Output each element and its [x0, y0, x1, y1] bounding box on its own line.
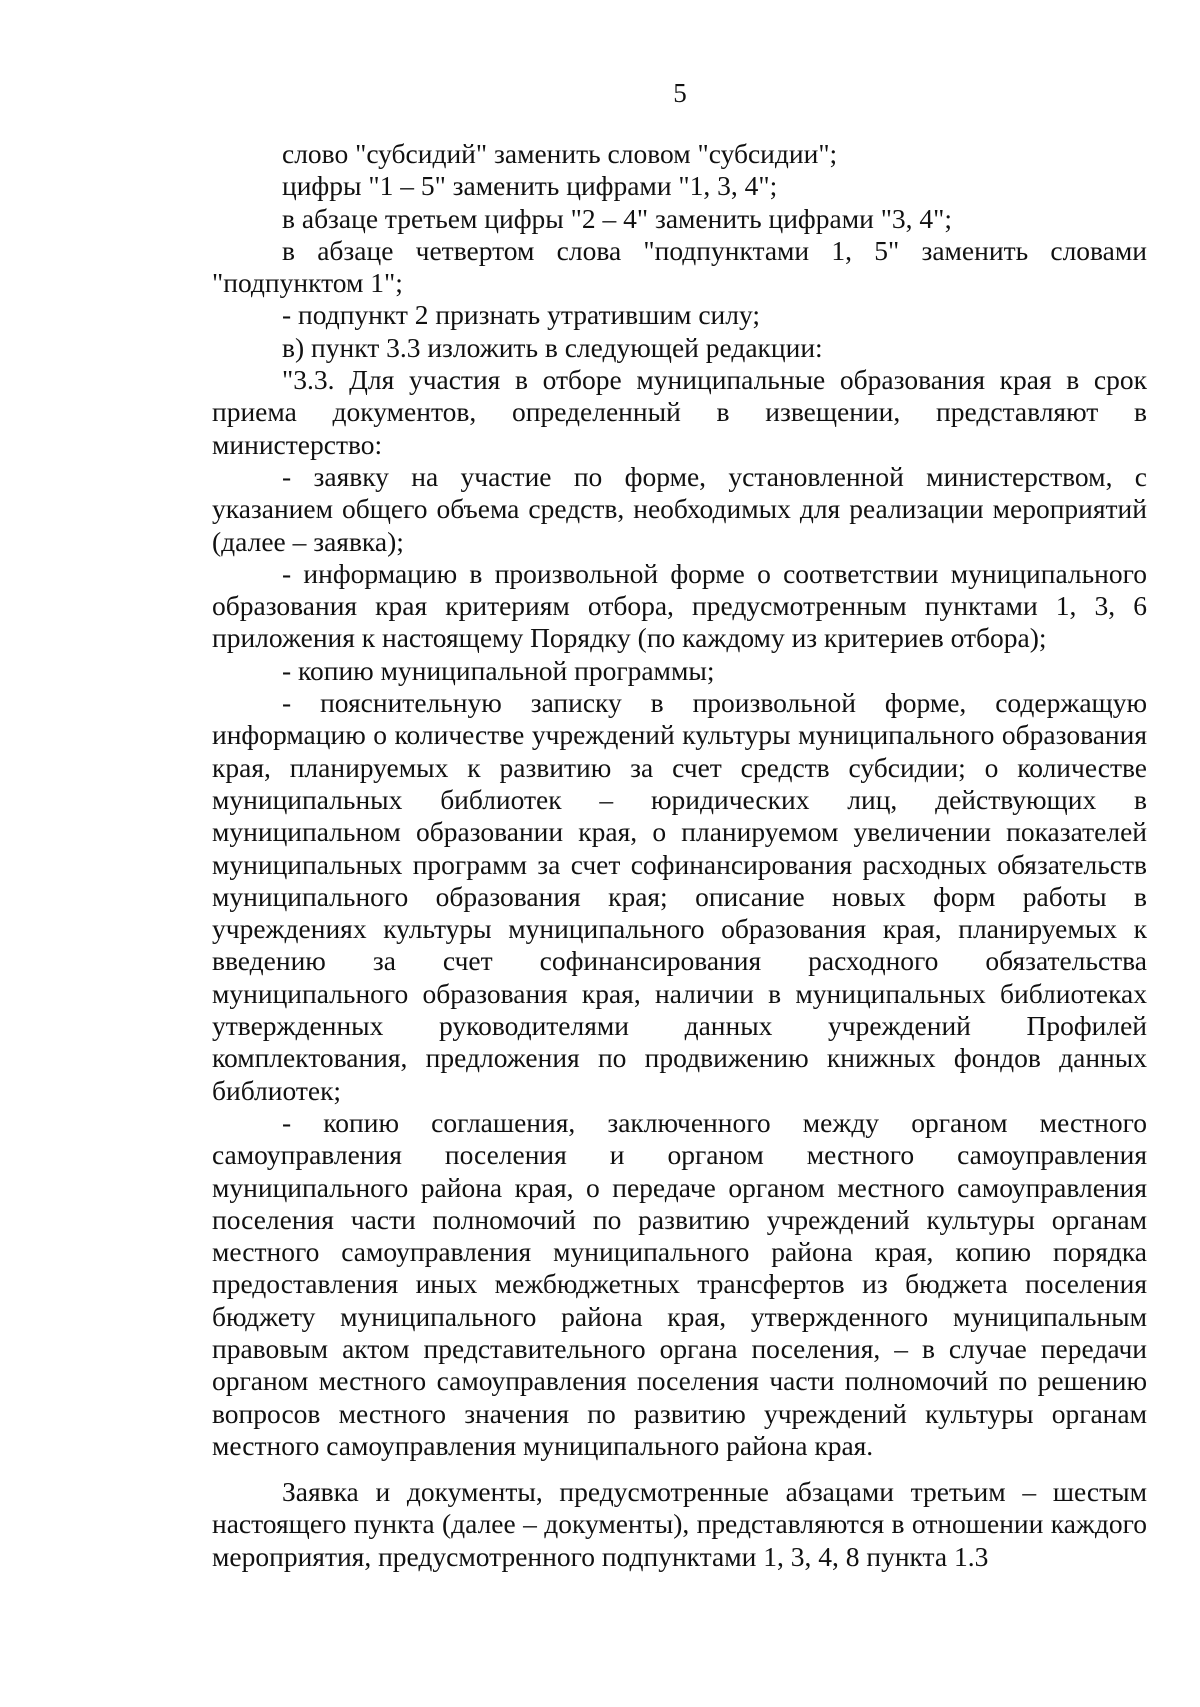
paragraph-4: в абзаце четвертом слова "подпунктами 1, 5" заменить словами "подпунктом 1";	[212, 234, 1147, 299]
paragraph-2: цифры "1 – 5" заменить цифрами "1, 3, 4";	[282, 170, 778, 202]
paragraph-12: - копию соглашения, заключенного между органом местного самоуправления поселения и органом местного самоуправления муниципального района края, о передаче органом местного самоуправления поселения части полномочий по развитию учреждений культуры органам местного самоуправления муниципального района края, копию порядка предоставления иных межбюджетных трансфертов из бюджета поселения бюджету муниципального района края, утвержденного муниципальным правовым актом представительного органа поселения, – в случае передачи органом местного самоуправления поселения части полномочий по решению вопросов местного значения по развитию учреждений культуры органам местного самоуправления муниципального района края.	[212, 1106, 1147, 1461]
page-number: 5	[673, 78, 687, 108]
paragraph-11: - пояснительную записку в произвольной форме, содержащую информацию о количестве учреждений культуры муниципального образования края, планируемых к развитию за счет средств субсидии; о количестве муниципальных библиотек – юридических лиц, действующих в муниципальном образовании края, о планируемом увеличении показателей муниципальных программ за счет софинансирования расходных обязательств муниципального образования края; описание новых форм работы в учреждениях культуры муниципального образования края, планируемых к введению за счет софинансирования расходного обязательства муниципального образования края, наличии в муниципальных библиотеках утвержденных руководителями данных учреждений Профилей комплектования, предложения по продвижению книжных фондов данных библиотек;	[212, 687, 1147, 1106]
paragraph-8: - заявку на участие по форме, установленной министерством, с указанием общего объема средств, необходимых для реализации мероприятий (далее – заявка);	[212, 460, 1147, 557]
paragraph-7: "3.3. Для участия в отборе муниципальные образования края в срок приема документов, определенный в извещении, представляют в министерство:	[212, 364, 1147, 460]
paragraph-10: - копию муниципальной программы;	[282, 654, 715, 686]
paragraph-6: в) пункт 3.3 изложить в следующей редакции:	[282, 331, 823, 363]
paragraph-3: в абзаце третьем цифры "2 – 4" заменить цифрами "3, 4";	[282, 202, 953, 234]
paragraph-13: Заявка и документы, предусмотренные абзацами третьим – шестым настоящего пункта (далее – документы), представляются в отношении каждого мероприятия, предусмотренного подпунктами 1, 3, 4, 8 пункта 1.3	[212, 1476, 1147, 1572]
paragraph-5: - подпункт 2 признать утратившим силу;	[282, 299, 761, 331]
document-body	[212, 138, 1147, 1573]
paragraph-9: - информацию в произвольной форме о соответствии муниципального образования края критериям отбора, предусмотренным пунктами 1, 3, 6 приложения к настоящему Порядку (по каждому из критериев отбора);	[212, 557, 1147, 654]
paragraph-1: слово "субсидий" заменить словом "субсидии";	[282, 138, 838, 169]
